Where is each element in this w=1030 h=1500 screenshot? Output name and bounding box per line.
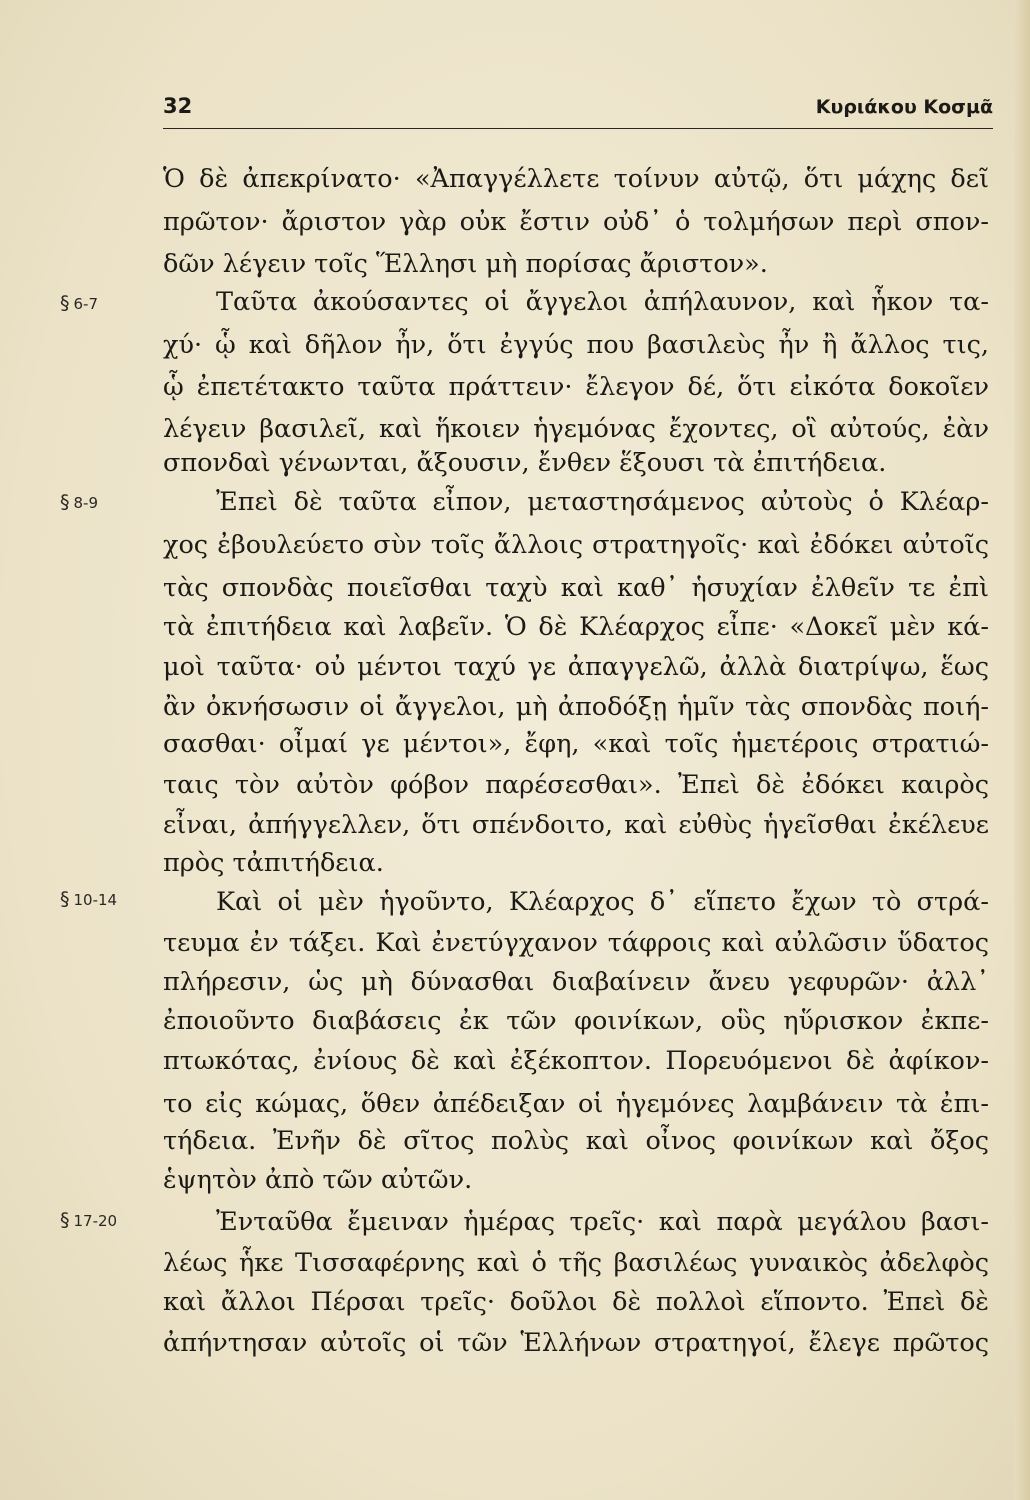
text-line: ᾧ ἐπετέτακτο ταῦτα πράττειν· ἔλεγον δέ, ὅτι εἰκότα δοκοῖεν [163,372,989,402]
section-marker-17-20: § 17-20 [60,1209,118,1231]
text-line: πρὸς τἀπιτήδεια. [163,848,384,878]
text-line: σασθαι· οἶμαί γε μέντοι», ἔφη, «καὶ τοῖς ἡμετέροις στρατιώ- [163,729,989,759]
text-line: Ἐνταῦθα ἔμειναν ἡμέρας τρεῖς· καὶ παρὰ μεγάλου βασι- [216,1207,989,1237]
text-line: το εἰς κώμας, ὅθεν ἀπέδειξαν οἱ ἡγεμόνες λαμβάνειν τὰ ἐπι- [163,1089,989,1119]
running-head: Κυριάκου Κοσμᾶ [815,96,993,118]
text-line: Ἐπεὶ δὲ ταῦτα εἶπον, μεταστησάμενος αὐτοὺς ὁ Κλέαρ- [216,487,989,517]
text-line: μοὶ ταῦτα· οὐ μέντοι ταχύ γε ἀπαγγελῶ, ἀλλὰ διατρίψω, ἕως [163,652,989,682]
text-line: χος ἐβουλεύετο σὺν τοῖς ἄλλοις στρατηγοῖς· καὶ ἐδόκει αὐτοῖς [163,530,989,560]
text-line: ἑψητὸν ἀπὸ τῶν αὐτῶν. [163,1165,473,1195]
text-line: τήδεια. Ἐνῆν δὲ σῖτος πολὺς καὶ οἶνος φοινίκων καὶ ὄξος [163,1126,989,1156]
page-number: 32 [163,94,193,118]
text-line: Ταῦτα ἀκούσαντες οἱ ἄγγελοι ἀπήλαυνον, καὶ ἧκον τα- [216,287,989,317]
text-line: Καὶ οἱ μὲν ἡγοῦντο, Κλέαρχος δ᾽ εἵπετο ἔχων τὸ στρά- [216,887,989,917]
text-line: εἶναι, ἀπήγγελλεν, ὅτι σπένδοιτο, καὶ εὐθὺς ἡγεῖσθαι ἐκέλευε [163,810,989,840]
section-marker-8-9: § 8-9 [60,491,98,513]
text-line: πλήρεσιν, ὡς μὴ δύνασθαι διαβαίνειν ἄνευ γεφυρῶν· ἀλλ᾽ [163,967,989,997]
text-line: ἂν ὀκνήσωσιν οἱ ἄγγελοι, μὴ ἀποδόξῃ ἡμῖν τὰς σπονδὰς ποιή- [163,692,989,722]
text-line: ταις τὸν αὐτὸν φόβον παρέσεσθαι». Ἐπεὶ δὲ ἐδόκει καιρὸς [163,770,989,800]
text-line: πρῶτον· ἄριστον γὰρ οὐκ ἔστιν οὐδ᾽ ὁ τολμήσων περὶ σπον- [163,207,989,237]
text-line: καὶ ἄλλοι Πέρσαι τρεῖς· δοῦλοι δὲ πολλοὶ εἵποντο. Ἐπεὶ δὲ [163,1287,989,1317]
text-line: λέγειν βασιλεῖ, καὶ ἥκοιεν ἡγεμόνας ἔχοντες, οἳ αὐτούς, ἐὰν [163,414,989,444]
header-rule [163,128,993,129]
section-marker-6-7: § 6-7 [60,292,98,314]
text-line: χύ· ᾧ καὶ δῆλον ἦν, ὅτι ἐγγύς που βασιλεὺς ἦν ἢ ἄλλος τις, [163,330,989,360]
text-line: τευμα ἐν τάξει. Καὶ ἐνετύγχανον τάφροις καὶ αὐλῶσιν ὕδατος [163,928,989,958]
page-header [163,94,993,128]
text-line: τὰς σπονδὰς ποιεῖσθαι ταχὺ καὶ καθ᾽ ἡσυχίαν ἐλθεῖν τε ἐπὶ [163,573,989,603]
page-edge [1014,0,1030,1500]
text-line: ἀπήντησαν αὐτοῖς οἱ τῶν Ἑλλήνων στρατηγοί, ἔλεγε πρῶτος [163,1328,989,1358]
text-line: Ὁ δὲ ἀπεκρίνατο· «Ἀπαγγέλλετε τοίνυν αὐτῷ, ὅτι μάχης δεῖ [163,164,989,194]
section-marker-10-14: § 10-14 [60,888,118,910]
text-line: σπονδαὶ γένωνται, ἄξουσιν, ἔνθεν ἕξουσι τὰ ἐπιτήδεια. [163,448,887,478]
text-line: τὰ ἐπιτήδεια καὶ λαβεῖν. Ὁ δὲ Κλέαρχος εἶπε· «Δοκεῖ μὲν κά- [163,612,989,642]
text-line: λέως ἧκε Τισσαφέρνης καὶ ὁ τῆς βασιλέως γυναικὸς ἀδελφὸς [163,1248,989,1278]
text-line: ἐποιοῦντο διαβάσεις ἐκ τῶν φοινίκων, οὓς ηὕρισκον ἐκπε- [163,1006,989,1036]
text-line: δῶν λέγειν τοῖς Ἕλλησι μὴ πορίσας ἄριστον». [163,249,768,279]
text-line: πτωκότας, ἐνίους δὲ καὶ ἐξέκοπτον. Πορευόμενοι δὲ ἀφίκον- [163,1046,989,1076]
